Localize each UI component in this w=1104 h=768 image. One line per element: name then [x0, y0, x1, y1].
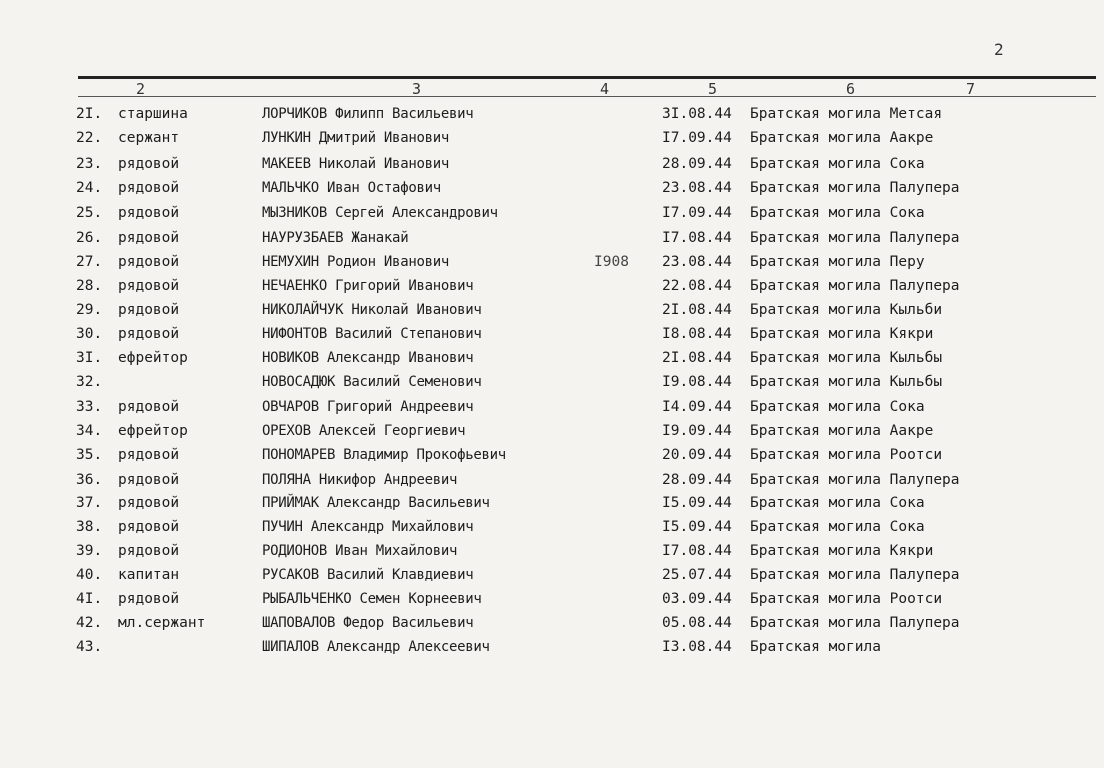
row-name: РУСАКОВ Василий Клавдиевич — [262, 567, 474, 583]
row-name: МАКЕЕВ Николай Иванович — [262, 156, 449, 172]
row-name: ОВЧАРОВ Григорий Андреевич — [262, 399, 474, 415]
table-row — [0, 492, 1104, 514]
row-death-date: I9.08.44 — [662, 374, 732, 390]
table-row — [0, 177, 1104, 199]
table-row — [0, 153, 1104, 175]
row-burial-place: Братская могила Кыльбы — [750, 374, 943, 390]
table-row — [0, 564, 1104, 586]
row-name: ШИПАЛОВ Александр Алексеевич — [262, 639, 490, 655]
table-row — [0, 396, 1104, 418]
row-burial-place: Братская могила Сока — [750, 399, 925, 415]
row-death-date: 22.08.44 — [662, 278, 732, 294]
row-rank: мл.сержант — [118, 615, 206, 631]
row-death-date: I8.08.44 — [662, 326, 732, 342]
row-burial-place: Братская могила Роотси — [750, 591, 943, 607]
row-name: НОВОСАДЮК Василий Семенович — [262, 374, 482, 390]
table-row — [0, 127, 1104, 149]
row-name: НОВИКОВ Александр Иванович — [262, 350, 474, 366]
table-row — [0, 469, 1104, 491]
row-number: 2I. — [76, 106, 103, 122]
row-name: РОДИОНОВ Иван Михайлович — [262, 543, 458, 559]
row-burial-place: Братская могила Кякри — [750, 543, 934, 559]
row-name: ЛОРЧИКОВ Филипп Васильевич — [262, 106, 474, 122]
row-rank: сержант — [118, 130, 180, 146]
row-death-date: I9.09.44 — [662, 423, 732, 439]
row-rank: рядовой — [118, 399, 180, 415]
row-number: 27. — [76, 254, 103, 270]
row-rank: ефрейтор — [118, 350, 188, 366]
table-row — [0, 588, 1104, 610]
row-number: 24. — [76, 180, 103, 196]
row-death-date: I5.09.44 — [662, 519, 732, 535]
row-number: 23. — [76, 156, 103, 172]
row-rank: рядовой — [118, 543, 180, 559]
row-name: НЕМУХИН Родион Иванович — [262, 254, 449, 270]
table-top-rule — [78, 76, 1096, 79]
row-death-date: 25.07.44 — [662, 567, 732, 583]
row-rank: ефрейтор — [118, 423, 188, 439]
row-burial-place: Братская могила Палупера — [750, 278, 960, 294]
table-row — [0, 636, 1104, 658]
table-row — [0, 275, 1104, 297]
row-burial-place: Братская могила — [750, 639, 881, 655]
row-burial-place: Братская могила Сока — [750, 519, 925, 535]
row-name: ПРИЙМАК Александр Васильевич — [262, 495, 490, 511]
row-burial-place: Братская могила Роотси — [750, 447, 943, 463]
row-name: НАУРУЗБАЕВ Жанакай — [262, 230, 409, 246]
row-name: НИКОЛАЙЧУК Николай Иванович — [262, 302, 482, 318]
row-burial-place: Братская могила Сока — [750, 156, 925, 172]
row-burial-place: Братская могила Палупера — [750, 615, 960, 631]
table-row — [0, 420, 1104, 442]
row-death-date: 23.08.44 — [662, 180, 732, 196]
row-name: ПОЛЯНА Никифор Андреевич — [262, 472, 458, 488]
row-death-date: I3.08.44 — [662, 639, 732, 655]
row-number: 25. — [76, 205, 103, 221]
row-burial-place: Братская могила Метсая — [750, 106, 943, 122]
row-name: МАЛЬЧКО Иван Остафович — [262, 180, 441, 196]
row-death-date: I7.09.44 — [662, 130, 732, 146]
column-header-place-type: 6 — [846, 80, 856, 98]
row-death-date: 28.09.44 — [662, 156, 732, 172]
row-burial-place: Братская могила Кыльби — [750, 302, 943, 318]
row-number: 33. — [76, 399, 103, 415]
row-death-date: 20.09.44 — [662, 447, 732, 463]
row-name: МЫЗНИКОВ Сергей Александрович — [262, 205, 498, 221]
row-burial-place: Братская могила Кыльбы — [750, 350, 943, 366]
row-number: 40. — [76, 567, 103, 583]
row-name: ПУЧИН Александр Михайлович — [262, 519, 474, 535]
row-number: 28. — [76, 278, 103, 294]
column-header-name: 3 — [412, 80, 422, 98]
row-burial-place: Братская могила Аакре — [750, 423, 934, 439]
row-name: ШАПОВАЛОВ Федор Васильевич — [262, 615, 474, 631]
table-row — [0, 202, 1104, 224]
row-number: 4I. — [76, 591, 103, 607]
table-row — [0, 347, 1104, 369]
row-number: 35. — [76, 447, 103, 463]
row-number: 36. — [76, 472, 103, 488]
row-number: 22. — [76, 130, 103, 146]
row-burial-place: Братская могила Палупера — [750, 472, 960, 488]
row-rank: рядовой — [118, 326, 180, 342]
row-burial-place: Братская могила Аакре — [750, 130, 934, 146]
row-death-date: I5.09.44 — [662, 495, 732, 511]
row-rank: рядовой — [118, 230, 180, 246]
row-number: 30. — [76, 326, 103, 342]
table-header-rule — [78, 96, 1096, 97]
table-row — [0, 251, 1104, 273]
row-death-date: I4.09.44 — [662, 399, 732, 415]
row-death-date: I7.08.44 — [662, 543, 732, 559]
row-rank: рядовой — [118, 591, 180, 607]
page-number: 2 — [994, 40, 1004, 59]
row-rank: рядовой — [118, 254, 180, 270]
row-burial-place: Братская могила Кякри — [750, 326, 934, 342]
table-row — [0, 371, 1104, 393]
row-number: 37. — [76, 495, 103, 511]
table-row — [0, 540, 1104, 562]
row-number: 34. — [76, 423, 103, 439]
row-death-date: 3I.08.44 — [662, 106, 732, 122]
row-rank: рядовой — [118, 519, 180, 535]
row-birth-year: I908 — [594, 254, 629, 270]
row-death-date: 28.09.44 — [662, 472, 732, 488]
row-name: ОРЕХОВ Алексей Георгиевич — [262, 423, 466, 439]
row-rank: рядовой — [118, 472, 180, 488]
table-row — [0, 227, 1104, 249]
row-number: 32. — [76, 374, 103, 390]
row-name: ЛУНКИН Дмитрий Иванович — [262, 130, 449, 146]
row-burial-place: Братская могила Палупера — [750, 567, 960, 583]
row-rank: рядовой — [118, 180, 180, 196]
table-row — [0, 444, 1104, 466]
table-row — [0, 612, 1104, 634]
row-number: 38. — [76, 519, 103, 535]
row-death-date: 05.08.44 — [662, 615, 732, 631]
table-row — [0, 299, 1104, 321]
row-name: НЕЧАЕНКО Григорий Иванович — [262, 278, 474, 294]
column-header-date: 5 — [708, 80, 718, 98]
row-death-date: I7.09.44 — [662, 205, 732, 221]
row-death-date: 03.09.44 — [662, 591, 732, 607]
row-rank: рядовой — [118, 205, 180, 221]
table-row — [0, 323, 1104, 345]
row-number: 26. — [76, 230, 103, 246]
row-number: 3I. — [76, 350, 103, 366]
row-rank: старшина — [118, 106, 188, 122]
row-rank: капитан — [118, 567, 180, 583]
row-death-date: 23.08.44 — [662, 254, 732, 270]
column-header-year: 4 — [600, 80, 610, 98]
row-burial-place: Братская могила Палупера — [750, 230, 960, 246]
row-burial-place: Братская могила Сока — [750, 495, 925, 511]
row-name: РЫБАЛЬЧЕНКО Семен Корнеевич — [262, 591, 482, 607]
row-death-date: 2I.08.44 — [662, 350, 732, 366]
row-death-date: 2I.08.44 — [662, 302, 732, 318]
row-rank: рядовой — [118, 156, 180, 172]
row-name: НИФОНТОВ Василий Степанович — [262, 326, 482, 342]
row-rank: рядовой — [118, 447, 180, 463]
row-rank: рядовой — [118, 278, 180, 294]
row-burial-place: Братская могила Палупера — [750, 180, 960, 196]
row-burial-place: Братская могила Перу — [750, 254, 925, 270]
table-row — [0, 516, 1104, 538]
row-number: 29. — [76, 302, 103, 318]
column-header-place: 7 — [966, 80, 976, 98]
row-death-date: I7.08.44 — [662, 230, 732, 246]
row-rank: рядовой — [118, 495, 180, 511]
table-row — [0, 103, 1104, 125]
row-name: ПОНОМАРЕВ Владимир Прокофьевич — [262, 447, 506, 463]
row-number: 42. — [76, 615, 103, 631]
row-burial-place: Братская могила Сока — [750, 205, 925, 221]
column-header-rank: 2 — [136, 80, 146, 98]
row-rank: рядовой — [118, 302, 180, 318]
row-number: 39. — [76, 543, 103, 559]
row-number: 43. — [76, 639, 103, 655]
